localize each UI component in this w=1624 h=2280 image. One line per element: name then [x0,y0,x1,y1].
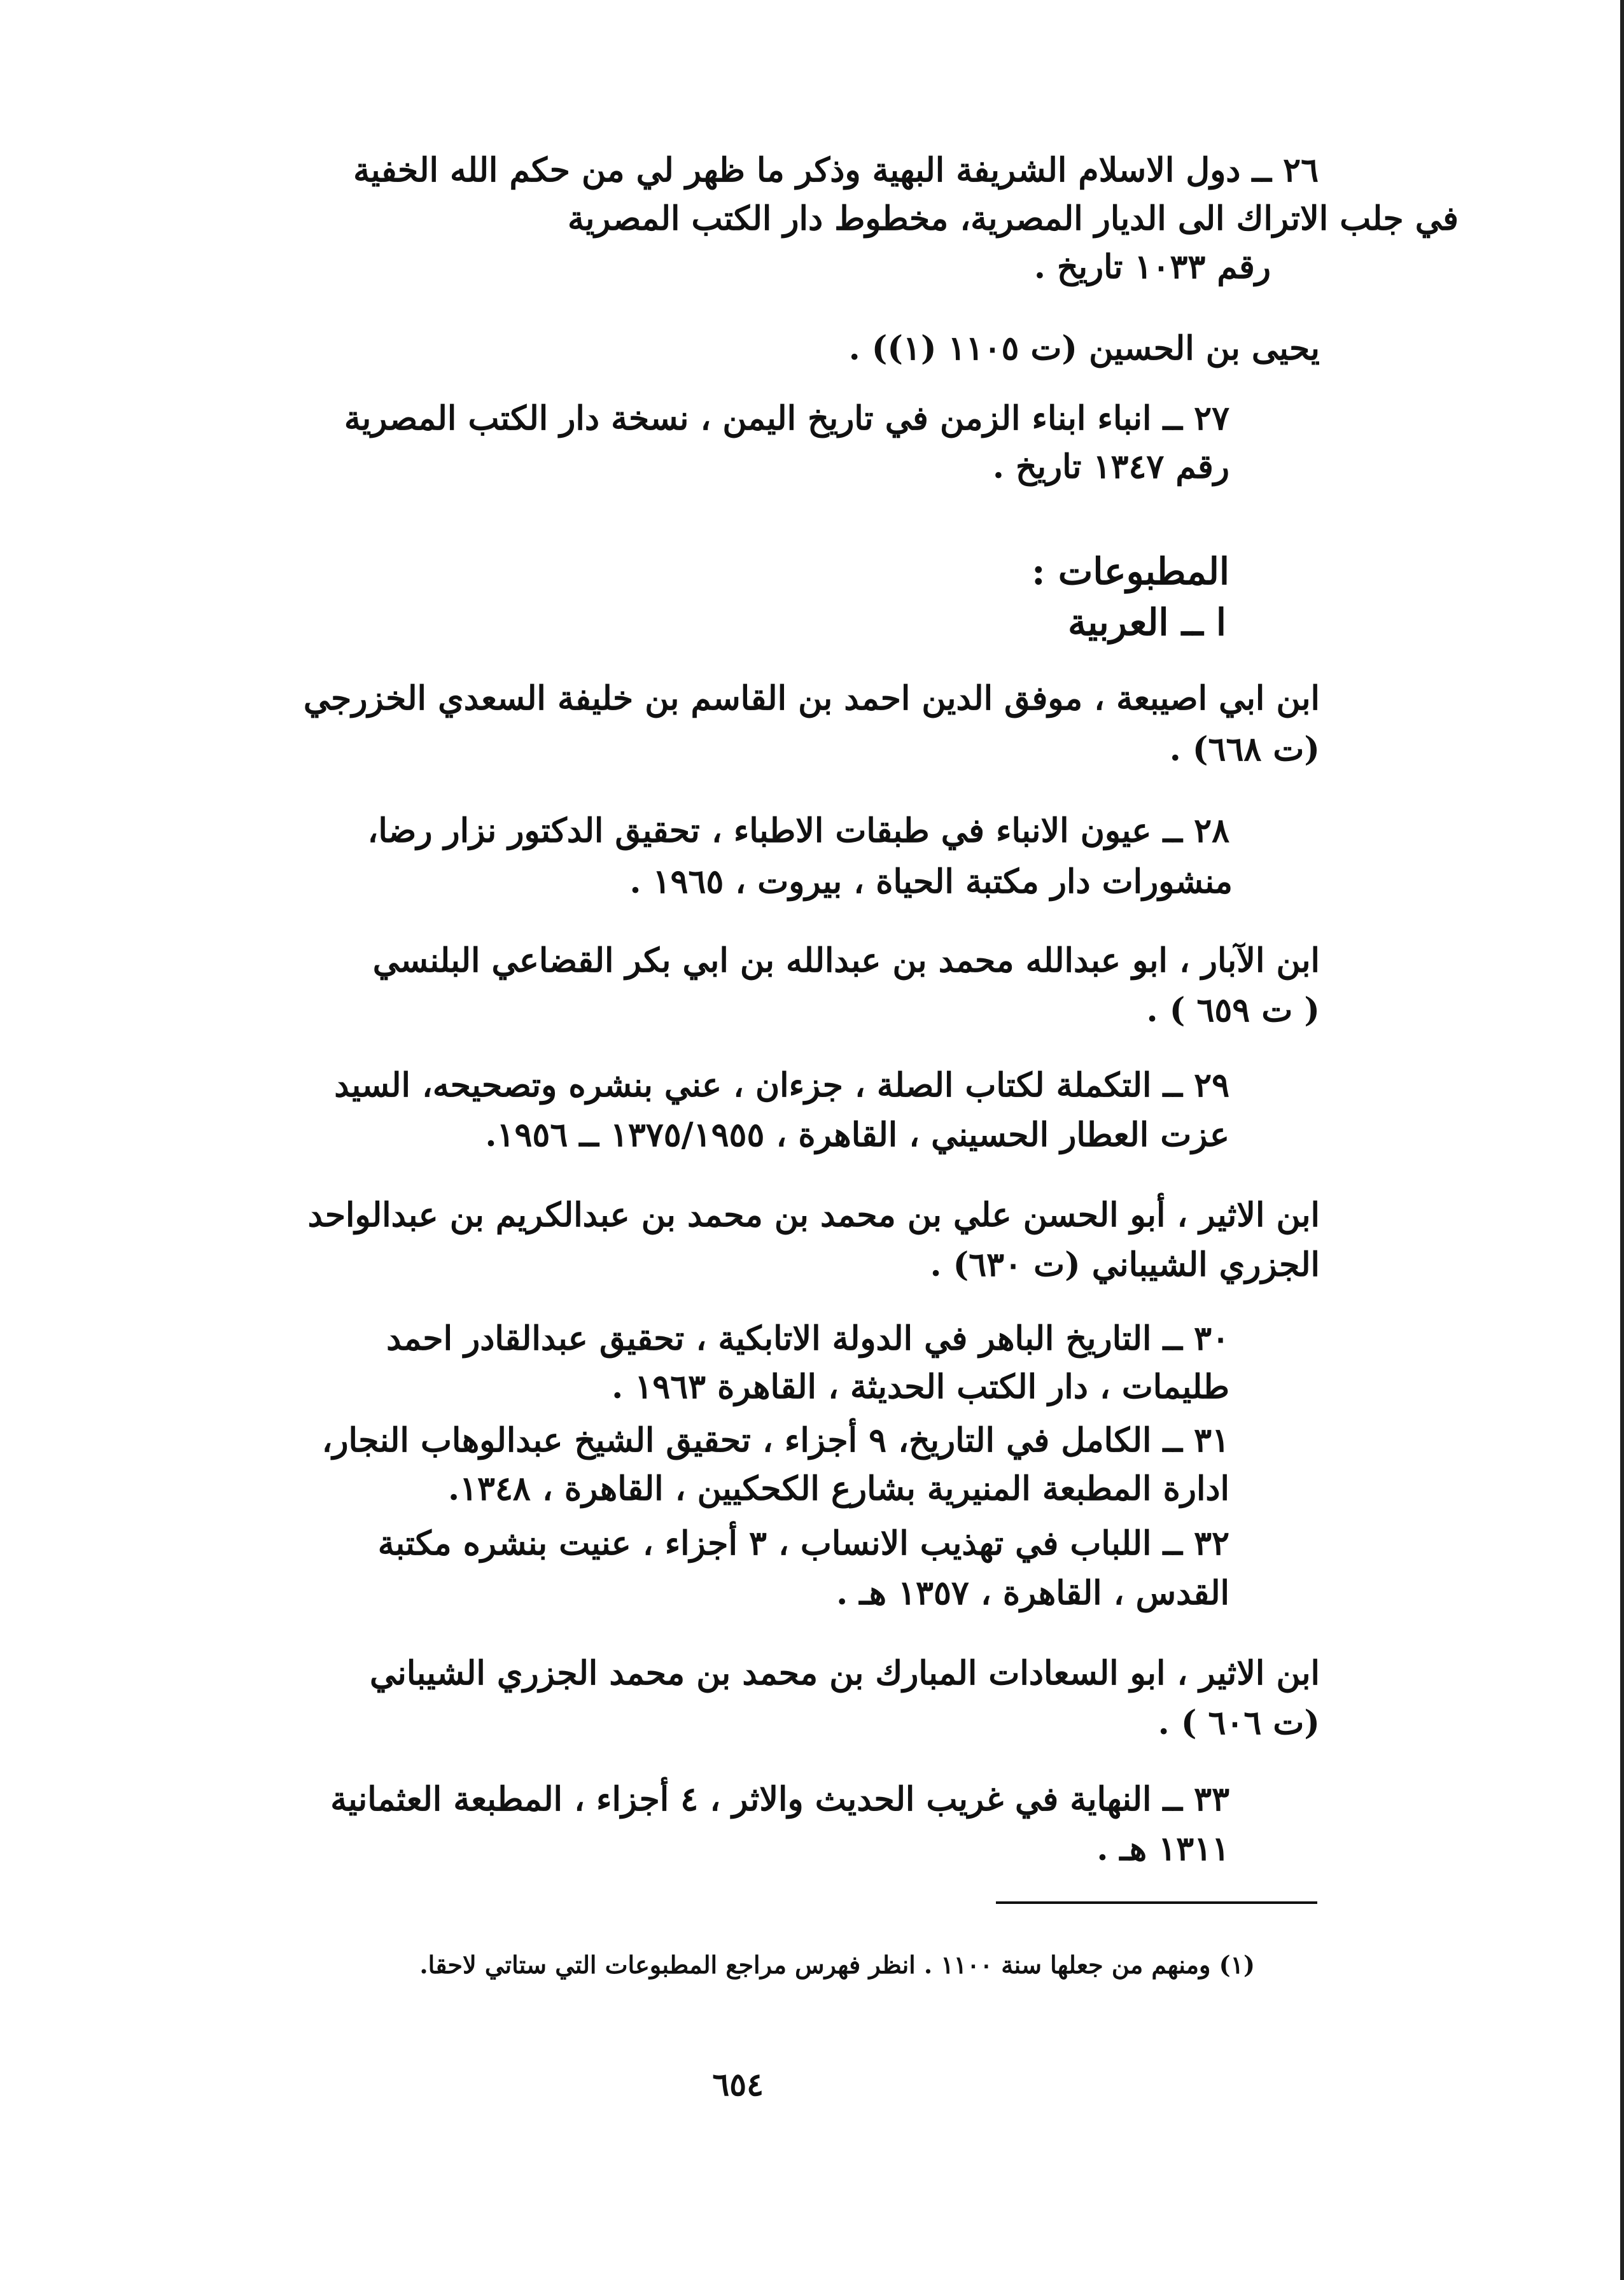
footnote-divider [996,1901,1317,1904]
entry-30-line-2: طليمات ، دار الكتب الحديثة ، القاهرة ١٩٦٣ . [612,1367,1229,1406]
author-ibn-al-athir-2-line-2: (ت ٦٠٦ ) . [1158,1703,1320,1742]
author-ibn-abi-usaybia-line-2: (ت ٦٦٨) . [1169,730,1320,769]
entry-31-line-2: ادارة المطبعة المنيرية بشارع الكحكيين ، القاهرة ، ١٣٤٨. [448,1469,1229,1508]
author-ibn-al-athir-2-line-1: ابن الاثير ، ابو السعادات المبارك بن محمد بن محمد الجزري الشيباني [370,1654,1320,1693]
author-ibn-al-abbar-line-1: ابن الآبار ، ابو عبدالله محمد بن عبدالله بن ابي بكر القضاعي البلنسي [372,941,1320,980]
footnote: (١) ومنهم من جعلها سنة ١١٠٠ . انظر فهرس مراجع المطبوعات التي ستاتي لاحقا. [419,1950,1255,1979]
entry-30-line-1: ٣٠ ــ التاريخ الباهر في الدولة الاتابكية ، تحقيق عبدالقادر احمد [386,1319,1229,1358]
author-yahya: يحيى بن الحسين (ت ١١٠٥ (١)) . [848,329,1320,368]
section-heading: المطبوعات : [1032,550,1229,593]
section-subheading: ا ــ العربية [1068,601,1226,644]
entry-27-line-1: ٢٧ ــ انباء ابناء الزمن في تاريخ اليمن ، نسخة دار الكتب المصرية [344,399,1229,438]
entry-31-line-1: ٣١ ــ الكامل في التاريخ، ٩ أجزاء ، تحقيق الشيخ عبدالوهاب النجار، [321,1421,1229,1460]
entry-26-line-3: رقم ١٠٣٣ تاريخ . [1033,248,1271,286]
author-ibn-abi-usaybia-line-1: ابن ابي اصيبعة ، موفق الدين احمد بن القاسم بن خليفة السعدي الخزرجي [303,679,1320,718]
entry-28-line-1: ٢٨ ــ عيون الانباء في طبقات الاطباء ، تحقيق الدكتور نزار رضا، [367,811,1229,850]
author-ibn-al-athir-1-line-2: الجزري الشيباني (ت ٦٣٠) . [930,1245,1320,1284]
page-number: ٦٥٤ [712,2066,764,2103]
entry-29-line-1: ٢٩ ــ التكملة لكتاب الصلة ، جزءان ، عني بنشره وتصحيحه، السيد [334,1066,1229,1105]
entry-33-line-2: ١٣١١ هـ . [1096,1829,1229,1868]
author-ibn-al-abbar-line-2: ( ت ٦٥٩ ) . [1146,991,1320,1030]
entry-26-line-1: ٢٦ ــ دول الاسلام الشريفة البهية وذكر ما ظهر لي من حكم الله الخفية [353,151,1319,190]
entry-26-line-2: في جلب الاتراك الى الديار المصرية، مخطوط دار الكتب المصرية [567,199,1459,238]
entry-32-line-2: القدس ، القاهرة ، ١٣٥٧ هـ . [836,1574,1229,1612]
entry-28-line-2: منشورات دار مكتبة الحياة ، بيروت ، ١٩٦٥ . [629,862,1233,901]
entry-32-line-1: ٣٢ ــ اللباب في تهذيب الانساب ، ٣ أجزاء ، عنيت بنشره مكتبة [377,1524,1229,1563]
author-ibn-al-athir-1-line-1: ابن الاثير ، أبو الحسن علي بن محمد بن محمد بن عبدالكريم بن عبدالواحد [307,1196,1320,1234]
entry-29-line-2: عزت العطار الحسيني ، القاهرة ، ١٣٧٥/١٩٥٥ ــ ١٩٥٦. [485,1116,1229,1154]
entry-27-line-2: رقم ١٣٤٧ تاريخ . [992,447,1229,486]
entry-33-line-1: ٣٣ ــ النهاية في غريب الحديث والاثر ، ٤ أجزاء ، المطبعة العثمانية [330,1780,1229,1819]
